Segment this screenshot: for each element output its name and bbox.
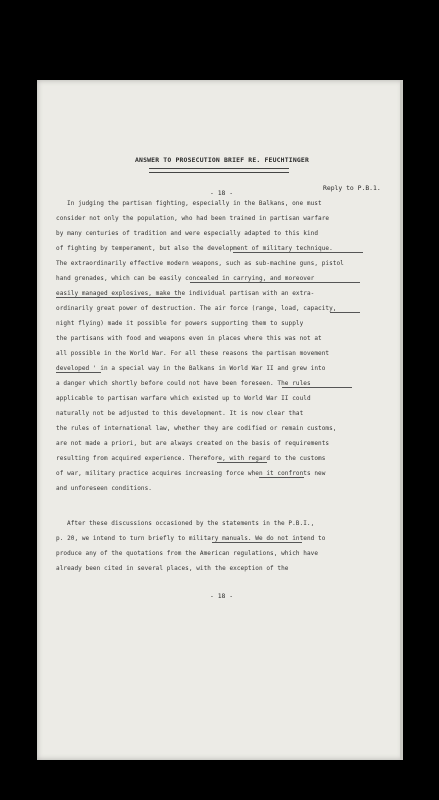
text-line: In judging the partisan fighting, especially in the Balkans, one must	[67, 200, 322, 207]
underline-great-power	[56, 297, 181, 298]
text-line: the partisans with food and weapons even in places where this was not at	[56, 335, 322, 342]
text-line: The extraordinarily effective modern weapons, such as sub-machine guns, pistol	[56, 260, 344, 267]
text-line: and unforeseen conditions.	[56, 485, 152, 492]
text-line: all possible in the World War. For all these reasons the partisan movement	[56, 350, 330, 357]
text-line: of fighting by temperament, but also the development of military technique.	[56, 245, 333, 252]
underline-developed	[56, 372, 101, 373]
reply-reference: Reply to P.B.1.	[323, 184, 381, 192]
underline-military-manuals	[212, 542, 302, 543]
underline-increasing	[259, 477, 304, 478]
document-heading: ANSWER TO PROSECUTION BRIEF RE. FEUCHTINGER	[134, 156, 310, 164]
text-line: a danger which shortly before could not have been foreseen. The rules	[56, 380, 311, 387]
underline-military-technique	[233, 252, 363, 253]
text-line: easily managed explosives, make the individual partisan with an extra-	[56, 290, 315, 297]
text-line: resulting from acquired experience. Therefore, with regard to the customs	[56, 455, 326, 462]
heading-double-underline	[149, 168, 289, 173]
underline-individual-partisan	[190, 282, 360, 283]
text-line: developed ' in a special way in the Balkans in World War II and grew into	[56, 365, 326, 372]
document-page	[37, 80, 403, 760]
text-line: hand grenades, which can be easily concealed in carrying, and moreover	[56, 275, 315, 282]
text-line: already been cited in several places, with the exception of the	[56, 565, 289, 572]
underline-experience	[217, 462, 267, 463]
text-line: by many centuries of tradition and were especially adapted to this kind	[56, 230, 319, 237]
text-line: consider not only the population, who had been trained in partisan warfare	[56, 215, 330, 222]
text-line: ordinarily great power of destruction. The air force (range, load, capacity,	[56, 305, 337, 312]
text-line: p. 20, we intend to turn briefly to military manuals. We do not intend to	[56, 535, 326, 542]
text-line: naturally not be adjusted to this development. It is now clear that	[56, 410, 304, 417]
text-line: are not made a priori, but are always created on the basis of requirements	[56, 440, 330, 447]
underline-supply	[330, 312, 360, 313]
text-line: of war, military practice acquires increasing force when it confronts new	[56, 470, 326, 477]
page-number-bottom: - 18 -	[210, 592, 234, 600]
text-line: the rules of international law, whether they are codified or remain customs,	[56, 425, 337, 432]
text-line: After these discussions occasioned by the statements in the P.B.I.,	[67, 520, 315, 527]
text-line: night flying) made it possible for powers supporting them to supply	[56, 320, 304, 327]
page-number-top: - 18 -	[210, 189, 234, 197]
underline-foreseen	[282, 387, 352, 388]
text-line: produce any of the quotations from the American regulations, which have	[56, 550, 319, 557]
text-line: applicable to partisan warfare which existed up to World War II could	[56, 395, 311, 402]
page-edge-shadow	[400, 80, 403, 760]
